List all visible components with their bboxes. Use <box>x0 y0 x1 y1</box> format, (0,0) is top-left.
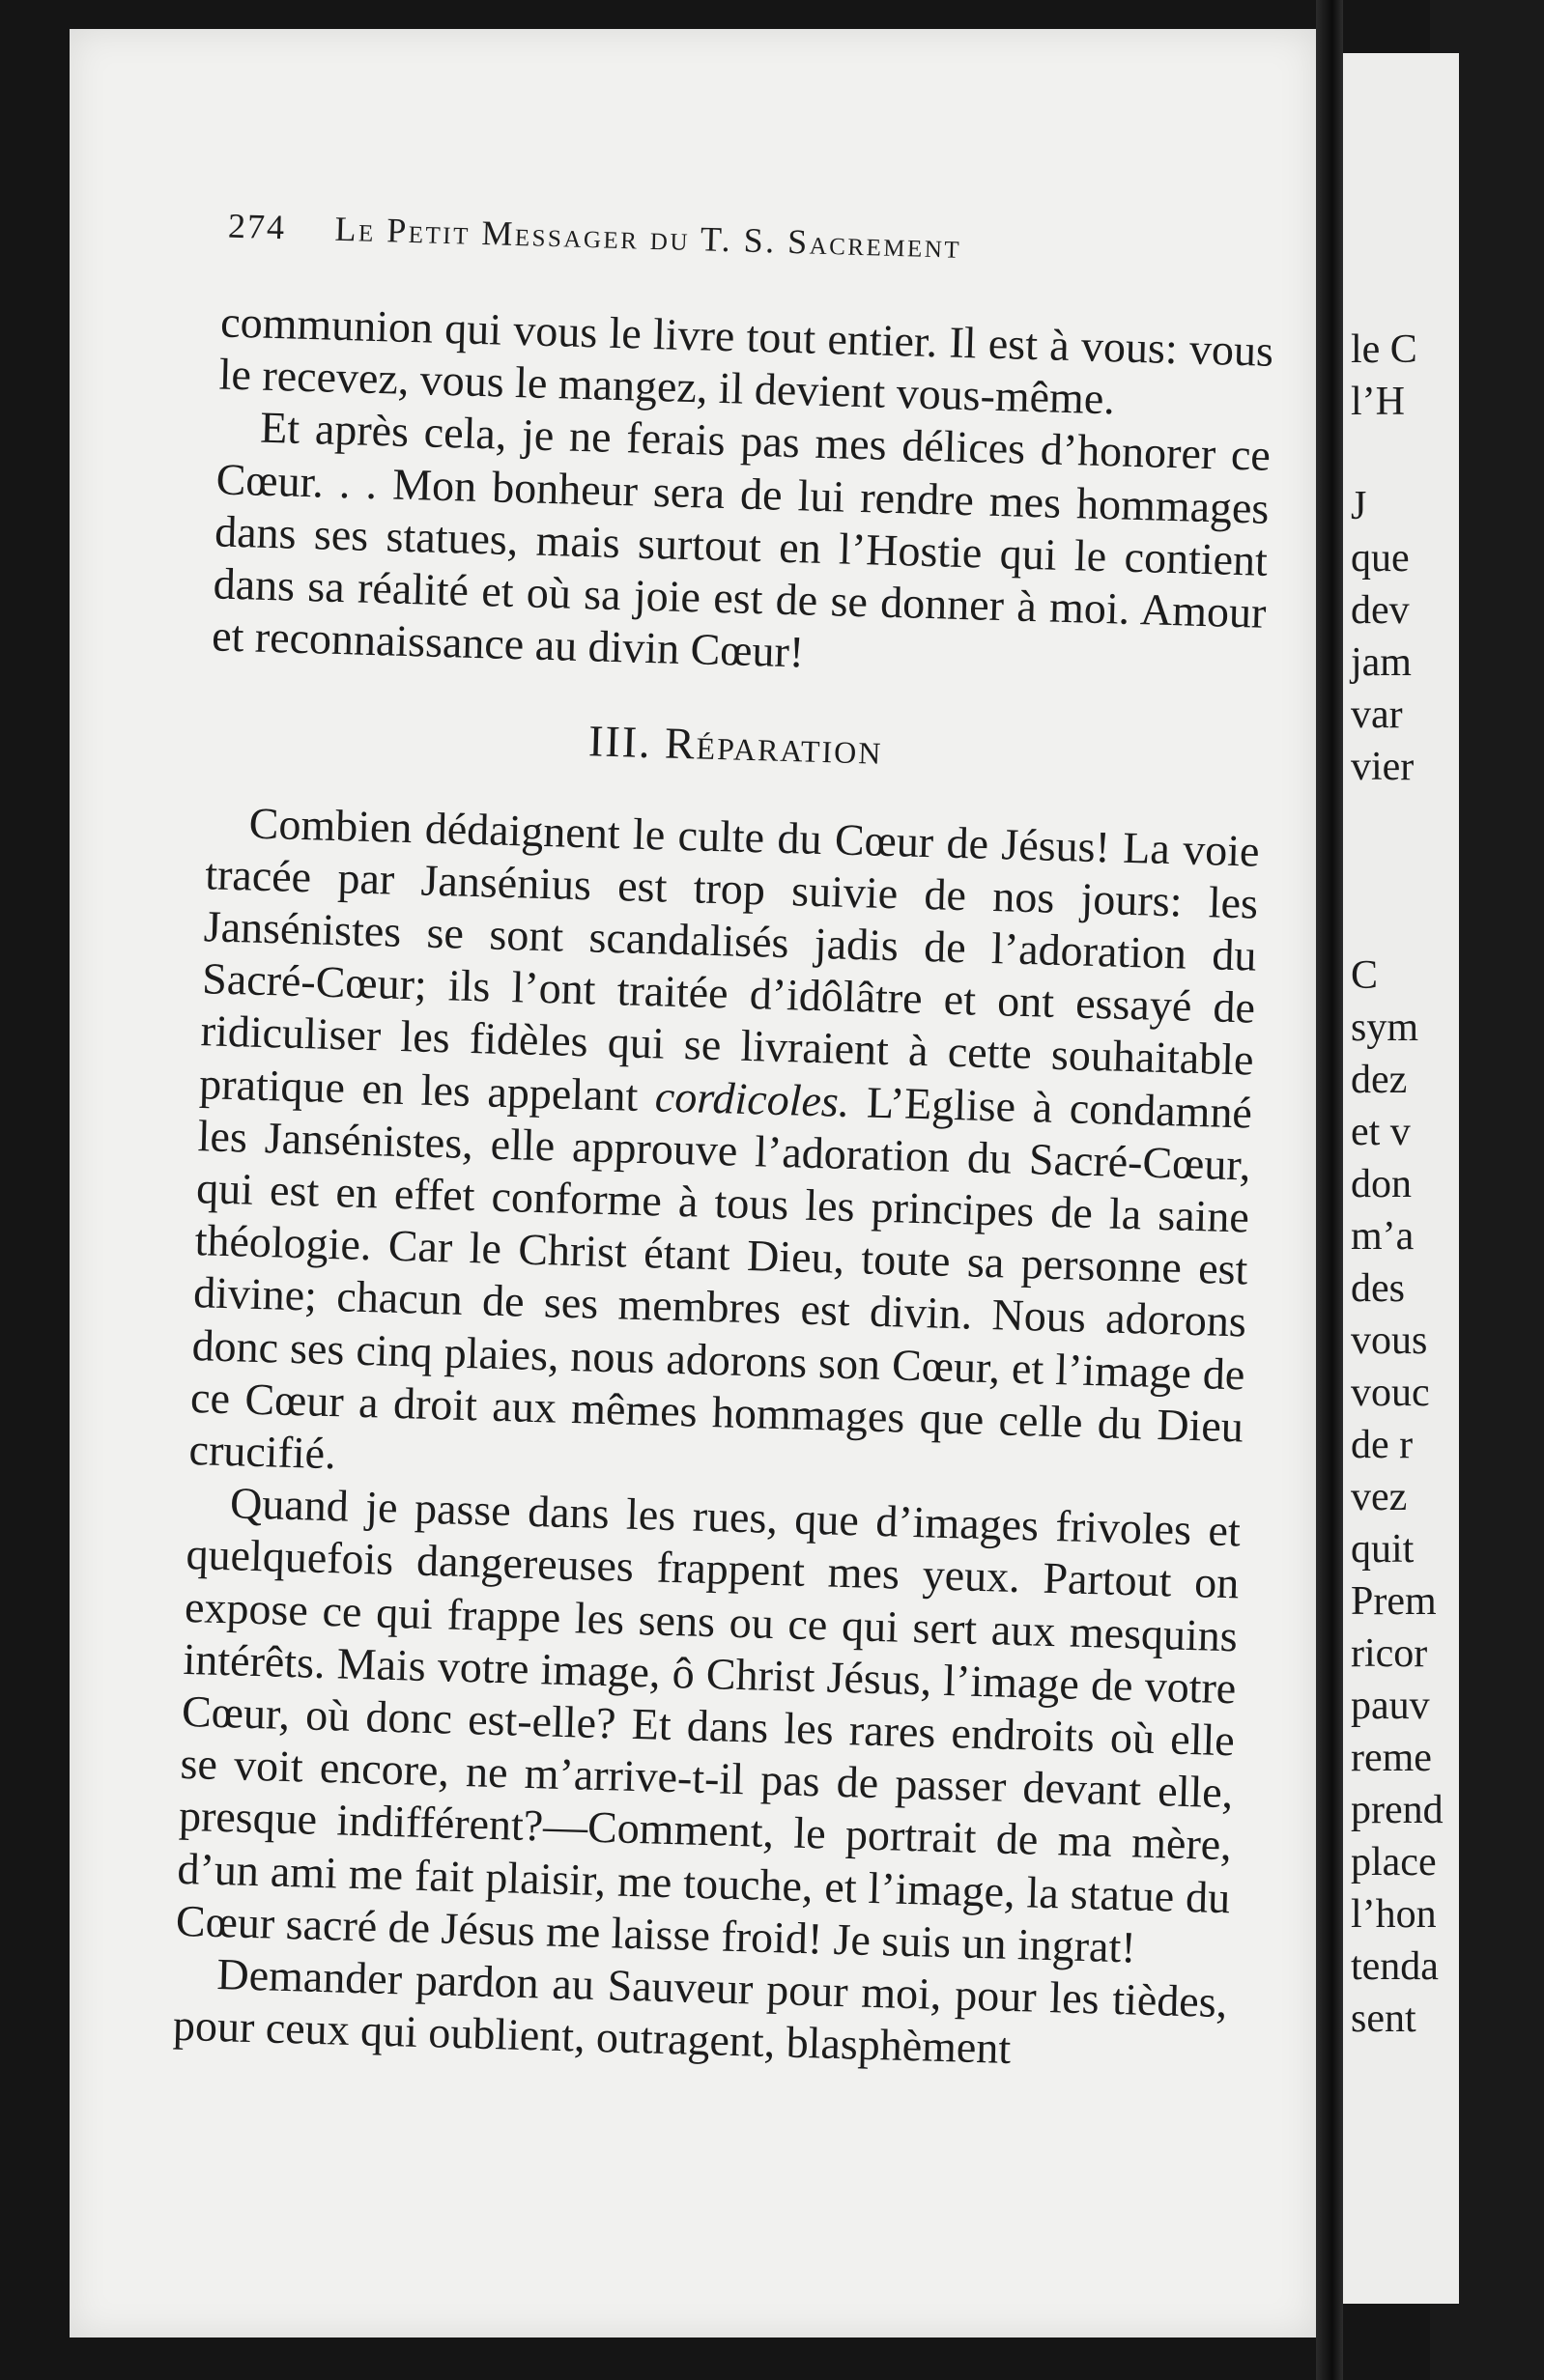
facing-page-line: reme <box>1351 1736 1432 1780</box>
facing-page-line: m’a <box>1351 1214 1415 1259</box>
facing-page-line: prend <box>1351 1788 1444 1832</box>
facing-page-line: dev <box>1351 588 1410 633</box>
facing-page-line: dez <box>1351 1058 1408 1102</box>
facing-page-line <box>1351 428 1544 480</box>
page-body <box>172 296 1273 2081</box>
facing-page-line: de r <box>1351 1423 1414 1467</box>
facing-page-line: jam <box>1351 640 1412 685</box>
paragraph-4: Quand je passe dans les rues, que d’images frivoles et quelquefois dangereuses frappent mes yeux. Partout on expose ce qui frappe les sens ou ce qui sert aux mesquins intérêts. Mais votre image, ô Christ Jésus, l’image de votre Cœur, où donc est-elle? Et dans les rares endroits où elle se voit encore, ne m’arrive-t-il pas de passer devant elle, presque indifférent?—Comment, le portrait de ma mère, d’un ami me fait plaisir, me touche, et l’image, la statue du Cœur sacré de Jésus me laisse froid! Je suis un ingrat! <box>175 1478 1242 1972</box>
facing-page-line: le C <box>1351 327 1417 372</box>
facing-page-text <box>1351 324 1544 2045</box>
book-gutter <box>1316 0 1343 2380</box>
facing-page-line: C <box>1351 953 1379 998</box>
facing-page-line: tenda <box>1351 1944 1439 1989</box>
paragraph-2: Et après cela, je ne ferais pas mes délices d’honorer ce Cœur. . . Mon bonheur sera de lui rendre mes hommages dans ses statues, mais surtout en l’Hostie qui le contient dans sa réalité et où sa joie est de se donner à moi. Amour et reconnaissance au divin Cœur! <box>211 403 1272 677</box>
facing-page-line: que <box>1351 536 1410 581</box>
facing-page-line: vier <box>1351 745 1415 789</box>
left-page-content <box>6 12 1316 2354</box>
facing-page-line: des <box>1351 1266 1405 1311</box>
facing-page-line: l’hon <box>1351 1892 1437 1937</box>
paragraph-1: communion qui vous le livre tout entier. Il est à vous: vous le recevez, vous le mangez, il devient vous-même. <box>218 297 1274 424</box>
facing-page-line: J <box>1351 484 1367 528</box>
facing-page-line: vez <box>1351 1475 1408 1519</box>
facing-page-line: sym <box>1351 1006 1419 1050</box>
facing-page-line: don <box>1351 1162 1412 1206</box>
facing-page-line <box>1351 897 1544 949</box>
facing-page-line <box>1351 793 1544 845</box>
section-title: III. Réparation <box>587 716 884 775</box>
paragraph-5: Demander pardon au Sauveur pour moi, pour les tièdes, pour ceux qui oublient, outragent, blasphèment <box>172 1949 1228 2074</box>
running-header <box>228 206 1195 273</box>
paragraph-3-text-a: Combien dédaignent le culte du Cœur de Jésus! La voie tracée par Jansénius est trop suivie de nos jours: les Jansénistes se sont scandalisés jadis de l’adoration du Sacré-Cœur; ils l’ont traitée d’idôlâtre et ont essayé de ridiculiser les fidèles qui se livraient à cette souhaitable pratique en les appelant <box>198 798 1261 1120</box>
facing-page-line: et v <box>1351 1110 1411 1154</box>
facing-page-line: var <box>1351 693 1403 737</box>
facing-page-line: vous <box>1351 1318 1428 1363</box>
facing-page-line: ricor <box>1351 1631 1428 1676</box>
facing-page-line: l’H <box>1351 380 1405 424</box>
page-number: 274 <box>227 206 287 247</box>
facing-page-line: place <box>1351 1840 1437 1884</box>
facing-page-line: sent <box>1351 1997 1416 2041</box>
right-facing-page <box>1343 53 1459 2304</box>
paragraph-3-italic: cordicoles. <box>654 1070 851 1126</box>
facing-page-line: vouc <box>1351 1371 1430 1415</box>
facing-page-line: Prem <box>1351 1579 1437 1624</box>
facing-page-line: quit <box>1351 1527 1415 1572</box>
paragraph-3-text-b: L’Eglise à condamné les Jansénistes, elle approuve l’adoration du Sacré-Cœur, qui est en effet conforme à tous les principes de la saine théologie. Car le Christ étant Dieu, toute sa personne est divine; chacun de ses membres est divin. Nous adorons donc ses cinq plaies, nous adorons son Cœur, et l’image de ce Cœur a droit aux mêmes hommages que celle du Dieu crucifié. <box>188 1077 1253 1479</box>
left-page <box>70 29 1316 2338</box>
facing-page-line: pauv <box>1351 1684 1430 1728</box>
paragraph-3 <box>188 796 1260 1506</box>
running-title: Le Petit Messager du T. S. Sacrement <box>334 209 962 266</box>
facing-page-line <box>1351 845 1544 897</box>
